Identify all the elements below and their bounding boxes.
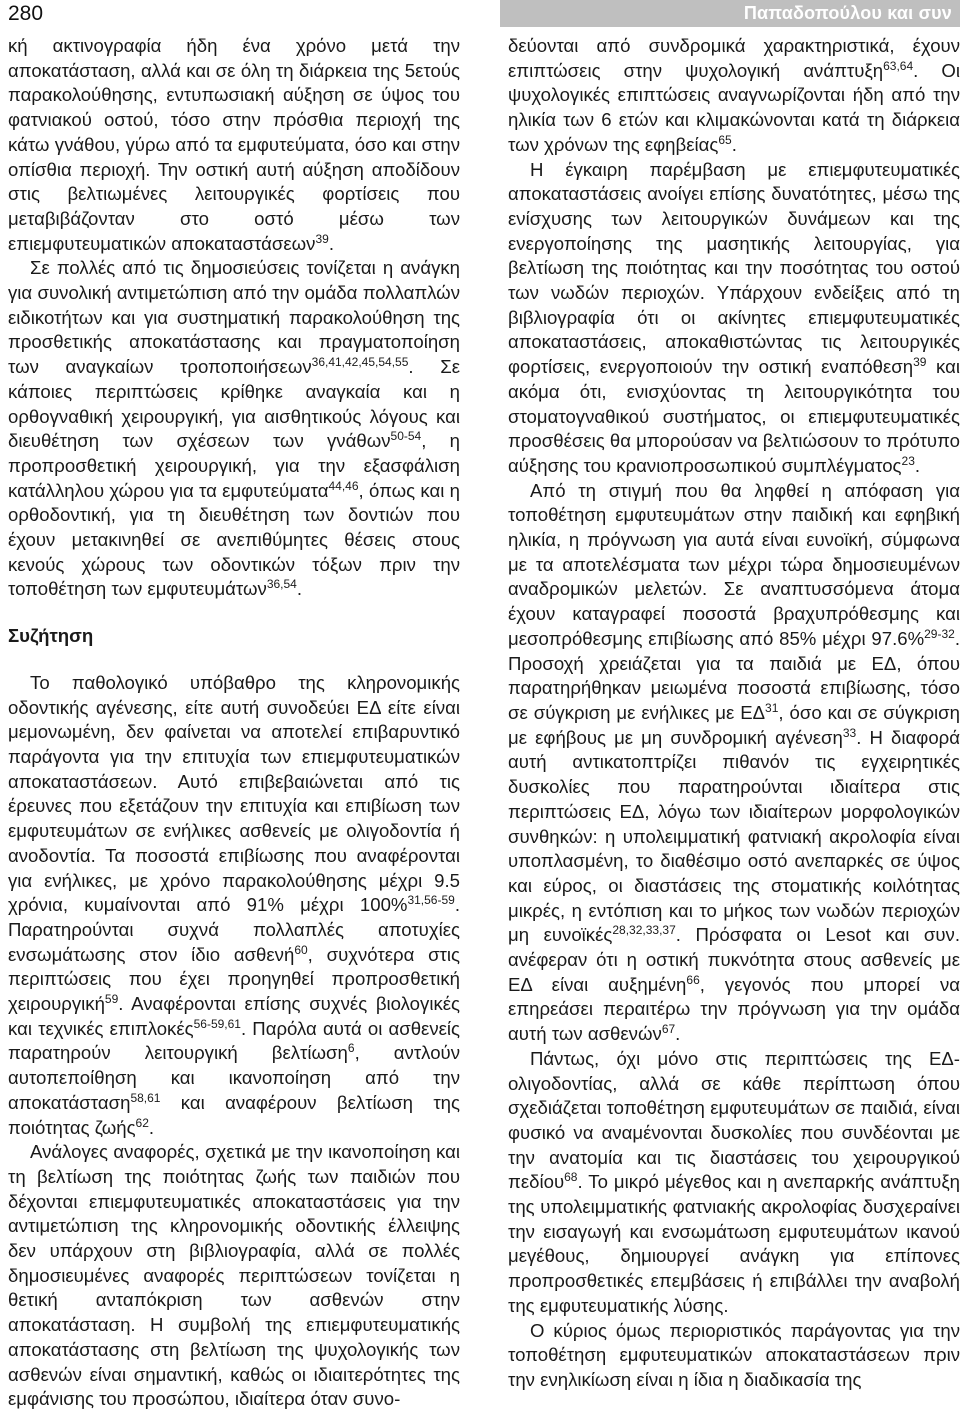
citation: 62 [135, 1115, 149, 1130]
paragraph [508, 158, 960, 479]
text: . Το μικρό μέγεθος και η ανεπαρκής ανάπτυξη της υπολειμματικής φατνιακής ακρολοφίας δυσχεραίνει την εισαγωγή και ενσωμάτωση εμφυτευμάτων ικανού μεγέθους, δημιουργεί ανάγκη για επίπονες προπροσθετικές επεμβάσεις ή επιβάλλει την αναβολή της εμφυτευματικής λύσης. [508, 1171, 960, 1316]
paragraph [508, 34, 960, 158]
paragraph [8, 256, 460, 602]
text: . [731, 133, 737, 155]
paragraph [8, 34, 460, 256]
running-title: Παπαδοπούλου και συν [500, 0, 960, 27]
text: Πάντως, όχι μόνο στις περιπτώσεις της ΕΔ-ολιγοδοντίας, αλλά σε κάθε περίπτωση όπου σχεδιάζεται τοποθέτηση εμφυτευμάτων σε παιδιά, είναι φυσικό να αναμένονται δυσκολίες που συνδέονται με την ανατομία και τις διαστάσεις του χειρουργικού πεδίου [508, 1047, 960, 1193]
text: . Προσοχή χρειάζεται για τα παιδιά με ΕΔ, όπου παρατηρήθηκαν μειωμένα ποσοστά επιβίωσης, τόσο σε σύγκριση με ενήλικες με ΕΔ [508, 627, 960, 723]
text: , η προπροσθετική χειρουργική, για την εξασφάλιση κατάλληλου χώρου για τα εμφυτεύματα [8, 430, 460, 501]
text: , αντλούν αυτοπεποίθηση και ικανοποίηση από την αποκατάσταση [8, 1042, 460, 1113]
paragraph [508, 1047, 960, 1319]
text: . Σε κάποιες περιπτώσεις κρίθηκε αναγκαία και η ορθογναθική χειρουργική, για αισθητικούς λόγους και διευθέτηση των σχέσεων των γνάθων [8, 356, 460, 452]
text: . [675, 1023, 681, 1045]
section-heading: Συζήτηση [8, 625, 94, 647]
text: . [148, 1116, 155, 1138]
text: . [914, 454, 921, 476]
paragraph [508, 1319, 960, 1393]
text: Το παθολογικό υπόβαθρο της κληρονομικής οδοντικής αγένεσης, είτε αυτή συνοδεύει ΕΔ είτε είναι μεμονωμένη, δεν φαίνεται να αποτελεί επιβαρυντικό παράγοντα για την επιτυχία των επιεμφυτευματικών αποκαταστάσεων. Αυτό επιβεβαιώνεται από τις έρευνες που εξετάζουν την επιτυχία και επιβίωση των εμφυτευμάτων σε ενήλικες ασθενείς με ολιγοδοντία ή ανοδοντία. Τα ποσοστά επιβίωσης που αναφέρονται για ενήλικες, με χρόνο παρακολούθησης μέχρι 9.5 χρόνια, κυμαίνονται από 91% μέχρι 100% [8, 671, 460, 916]
citation: 36,41,42,45,54,55 [311, 355, 409, 370]
citation: 65 [718, 132, 732, 147]
text: , συχνότερα στις περιπτώσεις που έχει προηγηθεί προπροσθετική χειρουργική [8, 943, 460, 1015]
text: Ο κύριος όμως περιοριστικός παράγοντας για την τοποθέτηση εμφυτευματικών αποκαταστάσεων πριν την ενηλικίωση είναι η ίδια η διαδικασία της [508, 1319, 960, 1390]
text: . Πρόσφατα οι Lesot και συν. ανέφεραν ότι η οστική πυκνότητα στους ασθενείς με ΕΔ είναι αυξημένη [508, 924, 960, 995]
citation: 50-54 [390, 429, 422, 444]
citation: 31 [765, 700, 779, 715]
text: , όσο και σε σύγκριση με εφήβους με μη συνδρομική αγένεση [508, 701, 960, 748]
paragraph [8, 671, 460, 1140]
citation: 66 [686, 972, 700, 987]
paragraph [8, 1140, 460, 1412]
citation: 39 [315, 231, 329, 246]
citation: 44,46 [328, 478, 359, 493]
text: Η έγκαιρη παρέμβαση με επιεμφυτευματικές αποκαταστάσεις ανοίγει επίσης δυνατότητες, μέσω της ενίσχυσης των λειτουργικών δυνάμεων και της ενεργοποίησης της μασητικής λειτουργίας, για βελτίωση της ποιότητας και την ποσότητας του οστού των νωδών περιοχών. Υπάρχουν ενδείξεις από τη βιβλιογραφία ότι οι ακίνητες επιεμφυτευματικές αποκαταστάσεις, αποκαθιστώντας τις λειτουργικές φορτίσεις, ενεργοποιούν την οστική εναπόθεση [508, 158, 960, 378]
citation: 31,56-59 [407, 893, 455, 908]
text: Από τη στιγμή που θα ληφθεί η απόφαση για τοποθέτηση εμφυτευμάτων στην παιδική και εφηβική ηλικία, η πρόγνωση για αυτά είναι ευνοϊκή, σύμφωνα με τα αποτελέσματα των μέχρι τώρα δημοσιευμένων αναδρομικών μελετών. Σε αναπτυσσόμενα άτομα έχουν καταγραφεί ποσοστά βραχυπρόθεσμης και μεσοπρόθεσμης επιβίωσης από 85% μέχρι 97.6% [508, 479, 960, 649]
text: και ακόμα ότι, ενισχύοντας τη λειτουργικότητα του στοματογναθικού συστήματος, οι επιεμφυτευματικές προσθέσεις θα μπορούσαν να βελτιώσουν το πρότυπο αύξησης του κρανιοπροσωπικού συμπλέγματος [508, 356, 960, 476]
citation: 6 [347, 1041, 355, 1056]
citation: 58,61 [130, 1090, 161, 1105]
text: . Η διαφορά αυτή αντικατοπτρίζει πιθανόν τις εγχειρητικές δυσκολίες που παρατηρούνται ιδιαίτερα στις περιπτώσεις ΕΔ, λόγω των ιδιαίτερων μορφολογικών συνθηκών: η υπολειμματική φατνιακή ακρολοφία είναι υποπλασμένη, το διαθέσιμο οστό ανεπαρκές σε ύψος και εύρος, οι διαστάσεις της στοματικής κοιλότητας μικρές, η εντόπιση και το μήκος των νωδών περιοχών μη ευνοϊκές [508, 726, 960, 946]
text: Ανάλογες αναφορές, σχετικά με την ικανοποίηση και τη βελτίωση της ποιότητας ζωής των παιδιών που δέχονται επιεμφυτευματικές αποκαταστάσεις για την αντιμετώπιση της κληρονομικής οδοντικής έλλειψης δεν υπάρχουν στη βιβλιογραφία, αλλά σε πολλές δημοσιευμένες αναφορές περιπτώσεων τονίζεται η θετική ανταπόκριση των ασθενών στην αποκατάσταση. Η συμβολή της επιεμφυτευματικής αποκατάστασης στη βελτίωση της ψυχολογικής των ασθενών είναι σημαντική, καθώς οι ιδιαιτερότητες της εμφάνισης του προσώπου, ιδιαίτερα όταν συνο- [8, 1141, 460, 1410]
citation: 28,32,33,37 [612, 923, 676, 938]
text: . [328, 232, 334, 254]
text: , όπως και η ορθοδοντική, για τη διευθέτηση των δοντιών που έχουν μετακινηθεί σε ανεπιθύμητες θέσεις στους κενούς χώρους των οδοντικών τόξων πριν την τοποθέτηση των εμφυτευμάτων [8, 479, 460, 600]
citation: 56-59,61 [193, 1016, 241, 1031]
text: . Οι ψυχολογικές επιπτώσεις αναγνωρίζονται ήδη από την ηλικία των 6 ετών και κλιμακώνονται κατά τη διάρκεια των χρόνων της εφηβείας [508, 59, 960, 155]
right-column [508, 34, 960, 1390]
text: . Αναφέρονται επίσης συχνές βιολογικές και τεχνικές επιπλοκές [8, 993, 460, 1039]
citation: 67 [661, 1022, 676, 1037]
paragraph [508, 479, 960, 1047]
text: . [296, 578, 303, 600]
citation: 59 [104, 992, 119, 1007]
citation: 68 [564, 1170, 578, 1185]
citation: 60 [294, 942, 308, 957]
citation: 63,64 [883, 58, 914, 73]
text: . Παρόλα αυτά οι ασθενείς παρατηρούν λειτουργική βελτίωση [8, 1017, 461, 1064]
text: , γεγονός που μπορεί να επηρεάσει περαιτέρω την πρόγνωση για την ομάδα αυτή των ασθενών [508, 973, 960, 1045]
citation: 23 [901, 453, 915, 468]
citation: 39 [913, 355, 927, 370]
citation: 29-32 [924, 626, 955, 641]
text: δεύονται από συνδρομικά χαρακτηριστικά, έχουν επιπτώσεις στην ψυχολογική ανάπτυξη [508, 35, 960, 81]
text: Σε πολλές από τις δημοσιεύσεις τονίζεται η ανάγκη για συνολική αντιμετώπιση από την ομάδα πολλαπλών ειδικοτήτων και για συστηματική παρακολούθηση της προσθετικής αποκατάστασης και πραγματοποίηση των αναγκαίων τροποποιήσεων [8, 257, 460, 378]
citation: 36,54 [266, 577, 297, 592]
citation: 33 [842, 725, 857, 740]
text: και αναφέρουν βελτίωση της ποιότητας ζωής [8, 1091, 460, 1138]
left-column [8, 34, 461, 1410]
text: . Παρατηρούνται συχνά πολλαπλές αποτυχίες ενσωμάτωσης στον ίδιο ασθενή [8, 894, 460, 965]
text: κή ακτινογραφία ήδη ένα χρόνο μετά την αποκατάσταση, αλλά και σε όλη τη διάρκεια της 5ετούς παρακολούθησης, εντυπωσιακή αύξηση σε ύψος του φατνιακού οστού, τόσο στην πρόσθια περιοχή της κάτω γνάθου, γύρω από τα εμφυτεύματα, όσο και στην οπίσθια περιοχή. Την οστική αυτή αύξηση αποδίδουν στις βελτιωμένες λειτουργικές φορτίσεις που μεταβιβάζονταν στο οστό μέσω των επιεμφυτευματικών αποκαταστάσεων [8, 35, 460, 254]
page-number: 280 [8, 2, 44, 25]
